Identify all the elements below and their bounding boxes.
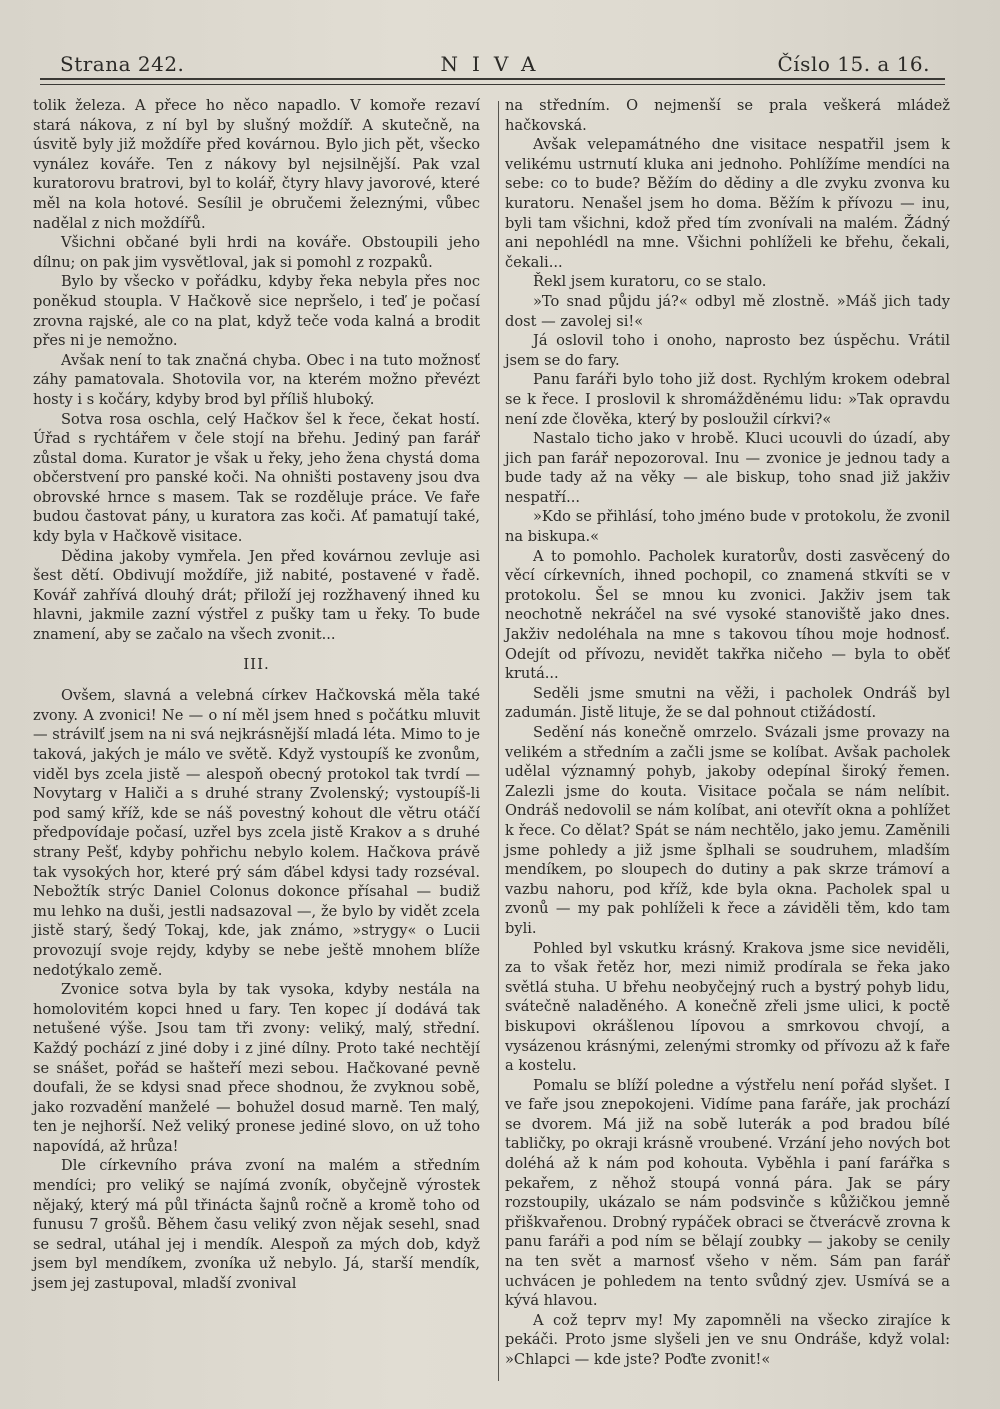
paragraph: Nastalo ticho jako v hrobě. Kluci ucouvli do úzadí, aby jich pan farář nepozoroval. Inu — zvonice je jednou tady a bude tady až na věky — ale biskup, toho snad již jakživ nespatří... xyxy=(505,430,950,506)
paragraph: Všichni občané byli hrdi na kováře. Obstoupili jeho dílnu; on pak jim vysvětloval, jak si pomohl z rozpaků. xyxy=(33,234,480,271)
right-column xyxy=(505,96,950,1370)
section-heading: III. xyxy=(243,654,270,673)
paragraph: Ovšem, slavná a velebná církev Hačkovská měla také zvony. A zvonici! Ne — o ní měl jsem hned s počátku mluvit — strávilť jsem na ni svá nejkrásnější mladá léta. Mimo to je taková, jakých je málo ve světě. Když vystoupíš ke zvonům, viděl bys zcela jistě — alespoň obecný protokol tak tvrdí — Novytarg v Haliči a s druhé strany Zvolenský; vystoupíš-li pod samý kříž, kde se náš povestný kohout dle větru otáčí předpovídaje počasí, uzřel bys zcela jistě Krakov a s druhé strany Pešť, kdyby pohřichu nebylo kolem. Hačkova právě tak vysokých hor, které prý sám ďábel kdysi tady rozséval. Nebožtík strýc Daniel Colonus dokonce přísahal — budiž mu lehko na duši, jestli nadsazoval —, že bylo by vidět zcela jistě starý, šedý Tokaj, kde, jak známo, »strygy« o Lucii provozují svoje rejdy, kdyby se nebe ještě mnohem blíže nedotýkalo země. xyxy=(33,687,480,979)
paragraph: Řekl jsem kuratoru, co se stalo. xyxy=(533,273,767,291)
paragraph: Seděli jsme smutni na věži, i pacholek Ondráš byl zadumán. Jistě lituje, že se dal pohnout ctižádostí. xyxy=(505,684,950,722)
paragraph: A což teprv my! My zapomněli na všecko zirajíce k pekáči. Proto jsme slyšeli jen ve snu Ondráše, když volal: »Chlapci — kde jste? Poďte zvonit!« xyxy=(505,1311,950,1368)
paragraph: Pohled byl vskutku krásný. Krakova jsme sice neviděli, za to však řetěz hor, mezi nimiž prodírala se řeka jako světlá stuha. U břehu neobyčejný ruch a bystrý pohyb lidu, svátečně naladěného. A konečně zřeli jsme ulici, k poctě biskupovi okrášlenou lípovou a smrkovou chvojí, a vysázenou krásnými, zelenými stromky od přívozu až k faře a kostelu. xyxy=(505,939,950,1075)
paragraph: Avšak není to tak značná chyba. Obec i na tuto možnosť záhy pamatovala. Shotovila vor, na kterém možno převézt hosty i s kočáry, kdyby brod byl příliš hluboký. xyxy=(33,351,480,408)
paragraph: Já oslovil toho i onoho, naprosto bez úspěchu. Vrátil jsem se do fary. xyxy=(505,332,950,369)
paragraph: Sedění nás konečně omrzelo. Svázali jsme provazy na velikém a středním a začli jsme se kolíbat. Avšak pacholek udělal významný pohyb, jakoby odepínal široký řemen. Zalezli jsme do kouta. Visitace počala se nám nelíbit. Ondráš nedovolil se nám kolíbat, ani otevřít okna a pohlížet k řece. Co dělat? Spát se nám nechtělo, jako jemu. Zaměnili jsme pohledy a již jsme šplhali se soudruhem, mladším mendíkem, po sloupech do dutiny a pak skrze trámoví a vazbu nahoru, pod kříž, kde byla okna. Pacholek spal u zvonů — my pak pohlíželi k řece a záviděli těm, kdo tam byli. xyxy=(505,724,950,937)
paragraph: Dědina jakoby vymřela. Jen před kovárnou zevluje asi šest dětí. Obdivují moždíře, již nabité, postavené v řadě. Kovář zahřívá dlouhý drát; přiloží jej rozžhavený ihned ku hlavni, jakmile zazní výstřel z pušky tam u řeky. To bude znamení, aby se začalo na všech zvonit... xyxy=(33,547,480,644)
paragraph: Avšak velepamátného dne visitace nespatřil jsem k velikému ustrnutí kluka ani jednoho. Pohlížíme mendíci na sebe: co to bude? Běžím do dědiny a dle zvyku zvonva ku kuratoru. Nenašel jsem ho doma. Běžím k přívozu — inu, byli tam všichni, kdož před tím zvonívali na malém. Žádný ani nepohlédl na mne. Všichni pohlíželi ke břehu, čekali, čekali... xyxy=(505,136,950,271)
column-divider xyxy=(498,101,499,1381)
header-rule xyxy=(40,78,945,85)
paragraph: Pomalu se blíží poledne a výstřelu není pořád slyšet. I ve faře jsou znepokojeni. Vidíme pana faráře, jak prochází se dvorem. Má již na sobě luterák a pod bradou bílé tabličky, po okraji krásně vroubené. Vrzání jeho nových bot doléhá až k nám pod kohouta. Vyběhla i paní farářka s pekařem, z něhož stoupá vonná pára. Jak se páry rozstoupily, ukázalo se nám podsvinče s kůžičkou jemně přiškvařenou. Drobný rypáček obraci se čtverácvě zrovna k panu faráři a pod ním se bělají zoubky — jakoby se cenily na ten svět a marnosť všeho v něm. Sám pan farář uchvácen je pohledem na tento svůdný zjev. Usmívá se a kývá hlavou. xyxy=(505,1076,950,1310)
paragraph: Zvonice sotva byla by tak vysoka, kdyby nestála na homolovitém kopci hned u fary. Ten kopec jí dodává tak netušené výše. Jsou tam tři zvony: veliký, malý, střední. Každý pochází z jiné doby i z jiné dílny. Proto také nechtějí se snášet, pořád se hašteří mezi sebou. Hačkované pevně doufali, že se kdysi snad přece shodnou, že zvyknou sobě, jako rozvadění manželé — bohužel dosud marně. Ten malý, ten je nejhorší. Než veliký pronese jediné slovo, on už toho napovídá, až hrůza! xyxy=(33,981,480,1155)
paragraph: Sotva rosa oschla, celý Hačkov šel k řece, čekat hostí. Úřad s rychtářem v čele stojí na břehu. Jediný pan farář zůstal doma. Kurator je však u řeky, jeho žena chystá doma občerstvení pro panské koči. Na ohništi postaveny jsou dva obrovské hrnce s masem. Tak se rozděluje práce. Ve faře budou častovat pány, u kuratora zas koči. Ať pamatují také, kdy byla v Hačkově visitace. xyxy=(33,410,480,546)
paragraph: Bylo by všecko v pořádku, kdyby řeka nebyla přes noc poněkud stoupla. V Hačkově sice nepršelo, i teď je počasí zrovna rajské, ale co na plat, když teče voda kalná a brodit přes ni je nemožno. xyxy=(33,273,480,350)
paragraph: tolik železa. A přece ho něco napadlo. V komoře rezaví stará nákova, z ní byl by slušný moždíř. A skutečně, na úsvitě byly již moždíře před kovárnou. Bylo jich pět, všecko vynález kováře. Ten z nákovy byl nejsilnější. Pak vzal kuratorovu bratrovi, byl to kolář, čtyry hlavy javorové, které měl na kola hotové. Sesílil je obručemi železnými, vůbec nadělal z nich moždířů. xyxy=(33,97,480,232)
page-number: Strana 242. xyxy=(60,52,185,76)
issue-number: Číslo 15. a 16. xyxy=(777,52,930,76)
paragraph: Dle církevního práva zvoní na malém a středním mendíci; pro veliký se najímá zvoník, obyčejně výrostek nějaký, který má půl třinácta šajnů ročně a kromě toho od funusu 7 grošů. Během času veliký zvon nějak sesehl, snad se sedral, utáhal jej i mendík. Alespoň za mých dob, když jsem byl mendíkem, zvoníka už nebylo. Já, starší mendík, jsem jej zastupoval, mladší zvonival xyxy=(33,1157,480,1293)
paragraph: »Kdo se přihlásí, toho jméno bude v protokolu, že zvonil na biskupa.« xyxy=(505,508,950,546)
paragraph: na středním. O nejmenší se prala veškerá mládež hačkovská. xyxy=(505,97,950,134)
paragraph: A to pomohlo. Pacholek kuratorův, dosti zasvěcený do věcí církevních, ihned pochopil, co znamená stkvíti se v protokolu. Šel se mnou ku zvonici. Jakživ jsem tak neochotně nekráčel na své vysoké stanoviště jako dnes. Jakživ nedoléhala na mne s takovou tíhou moje hodnosť. Odejít od přívozu, nevidět takřka ničeho — byla to oběť krutá... xyxy=(505,547,950,683)
left-column xyxy=(33,96,480,1294)
paragraph: »To snad půjdu já?« odbyl mě zlostně. »Máš jich tady dost — zavolej si!« xyxy=(505,292,950,330)
paragraph: Panu faráři bylo toho již dost. Rychlým krokem odebral se k řece. I proslovil k shromážděnému lidu: »Tak opravdu není zde člověka, který by posloužil církvi?« xyxy=(505,371,950,428)
magazine-title: NIVA xyxy=(440,52,550,76)
